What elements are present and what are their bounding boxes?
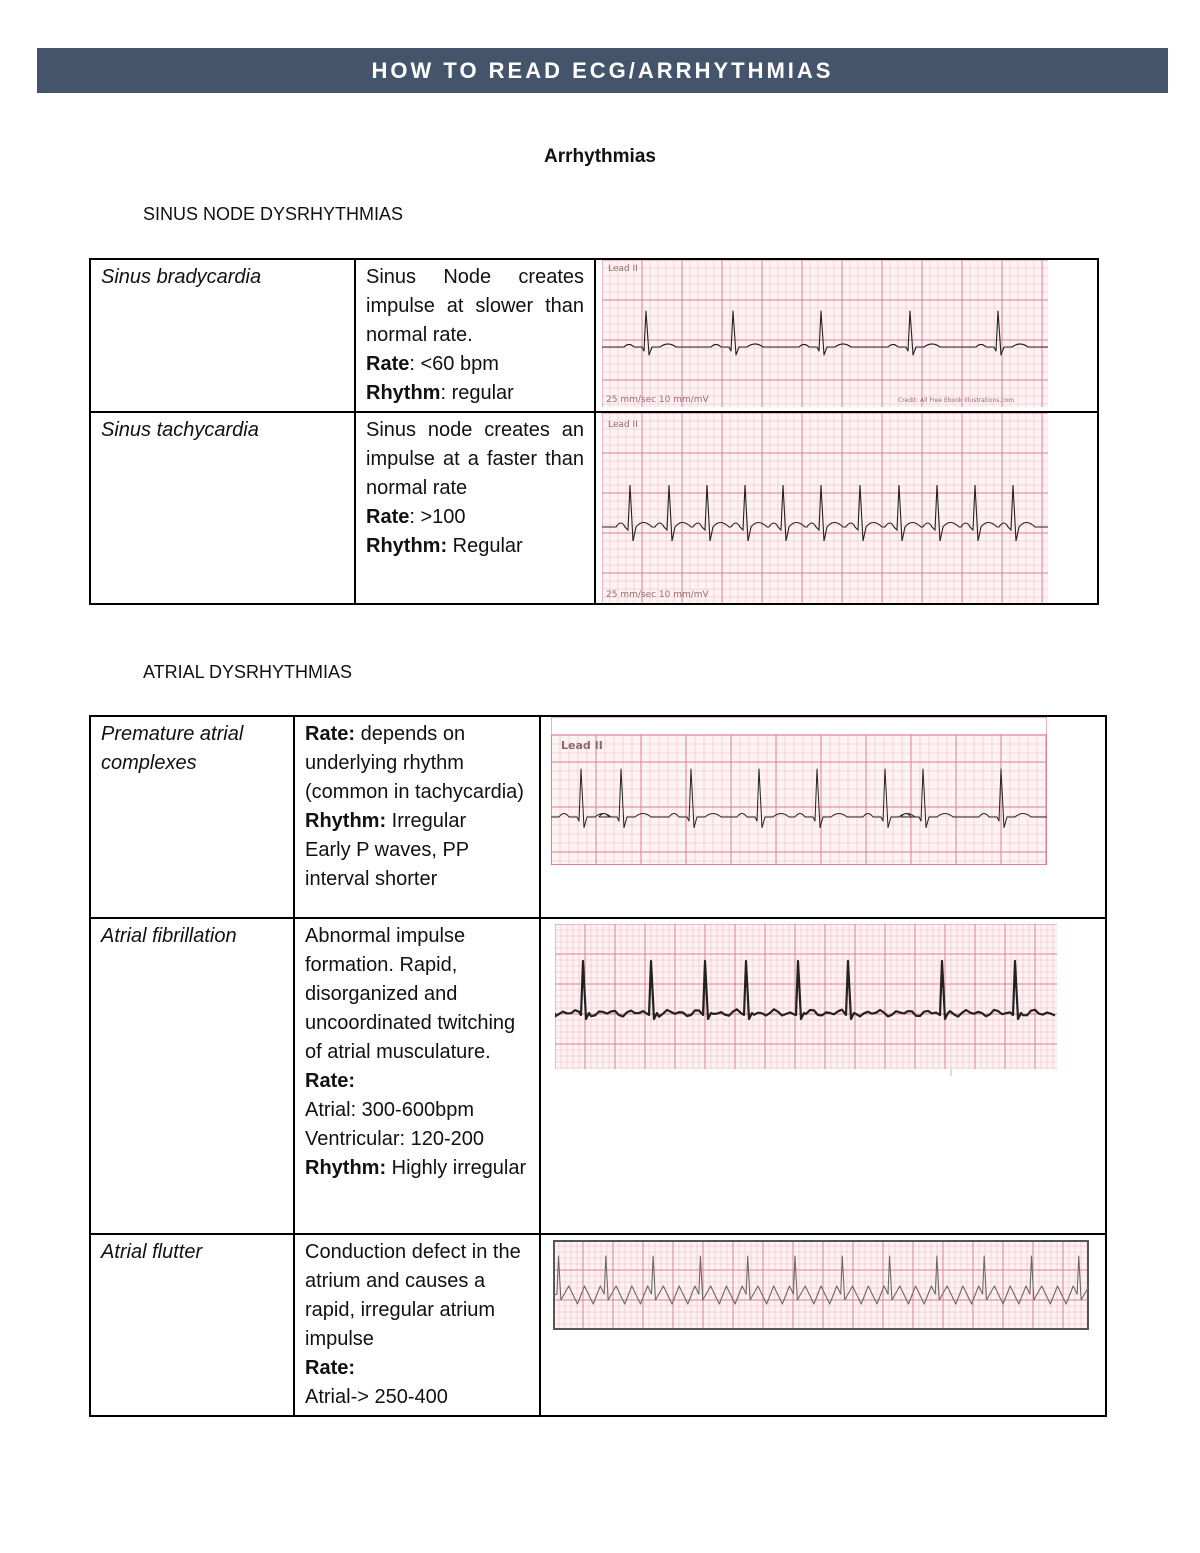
ecg-strip-sinus-tachycardia (602, 413, 1048, 603)
sinus-table (89, 258, 1099, 605)
rate-value: : <60 bpm (409, 353, 499, 375)
ecg-strip-atrial-flutter (553, 1240, 1089, 1330)
rhythm-value: Regular (447, 535, 523, 557)
row-name: Atrial fibrillation (90, 918, 294, 1234)
atrial-rate: Atrial: 300-600bpm (305, 1099, 474, 1121)
row-description (294, 1234, 540, 1416)
ecg-strip-premature-atrial (551, 717, 1047, 865)
rate-label: Rate (366, 506, 410, 528)
row-name: Sinus bradycardia (90, 259, 355, 412)
ecg-strip-atrial-fibrillation (555, 924, 1057, 1079)
ecg-grid (551, 717, 1047, 865)
table-row (90, 716, 1106, 918)
atrial-rate: Atrial-> 250-400 (305, 1386, 448, 1408)
speed-label: 25 mm/sec 10 mm/mV (606, 395, 709, 405)
ecg-image-cell (540, 716, 1106, 918)
table-row (90, 412, 1098, 604)
row-description (294, 716, 540, 918)
table-row (90, 918, 1106, 1234)
rhythm-value: Highly irregular (386, 1157, 527, 1179)
ecg-image-cell (540, 918, 1106, 1234)
ventricular-rate: Ventricular: 120-200 (305, 1128, 485, 1150)
table-row (90, 259, 1098, 412)
rhythm-label: Rhythm (366, 382, 441, 404)
rhythm-label: Rhythm: (366, 535, 448, 557)
rate-label: Rate (366, 353, 410, 375)
rate-label: Rate: (305, 1357, 356, 1379)
ecg-grid (555, 924, 1057, 1069)
strip-header-band (551, 717, 1047, 735)
rhythm-value: Irregular (386, 810, 467, 832)
row-name: Sinus tachycardia (90, 412, 355, 604)
row-description (294, 918, 540, 1234)
ecg-grid (602, 260, 1048, 407)
section-heading-sinus: SINUS NODE DYSRHYTHMIAS (143, 204, 404, 224)
speed-label: 25 mm/sec 10 mm/mV (606, 590, 709, 600)
rate-label: Rate: (305, 1070, 356, 1092)
row-description (355, 259, 595, 412)
rate-value: : >100 (409, 506, 466, 528)
rhythm-label: Rhythm: (305, 810, 387, 832)
ecg-image-cell (540, 1234, 1106, 1416)
row-description (355, 412, 595, 604)
description-text: Sinus node creates an impulse at a faster than normal rate (366, 419, 584, 499)
description-text: Sinus Node creates impulse at slower than normal rate. (366, 266, 584, 346)
ecg-image-cell (595, 412, 1098, 604)
ecg-strip-sinus-bradycardia (602, 260, 1048, 407)
credit-label: Credit: All Free Ebook Illustrations.com (898, 397, 1015, 404)
lead-label: Lead II (561, 739, 603, 752)
row-name: Atrial flutter (90, 1234, 294, 1416)
rate-label: Rate: (305, 723, 356, 745)
lead-label: Lead II (608, 420, 638, 430)
ecg-image-cell (595, 259, 1098, 412)
document-title: Arrhythmias (544, 146, 656, 167)
atrial-table (89, 715, 1107, 1417)
description-text: Conduction defect in the atrium and causes a rapid, irregular atrium impulse (305, 1241, 521, 1350)
rhythm-value: : regular (440, 382, 514, 404)
banner-title: HOW TO READ ECG/ARRHYTHMIAS (371, 57, 834, 83)
ecg-grid (553, 1240, 1089, 1330)
rhythm-label: Rhythm: (305, 1157, 387, 1179)
rate-value: depends on underlying rhythm (common in tachycardia) (305, 723, 524, 803)
section-heading-atrial: ATRIAL DYSRHYTHMIAS (143, 662, 353, 682)
lead-label: Lead II (608, 264, 638, 274)
ecg-grid (602, 413, 1048, 603)
page-banner (37, 48, 1168, 93)
extra-text: Early P waves, PP interval shorter (305, 839, 469, 890)
description-text: Abnormal impulse formation. Rapid, disorganized and uncoordinated twitching of atrial musculature. (305, 925, 516, 1063)
row-name: Premature atrial complexes (90, 716, 294, 918)
table-row (90, 1234, 1106, 1416)
